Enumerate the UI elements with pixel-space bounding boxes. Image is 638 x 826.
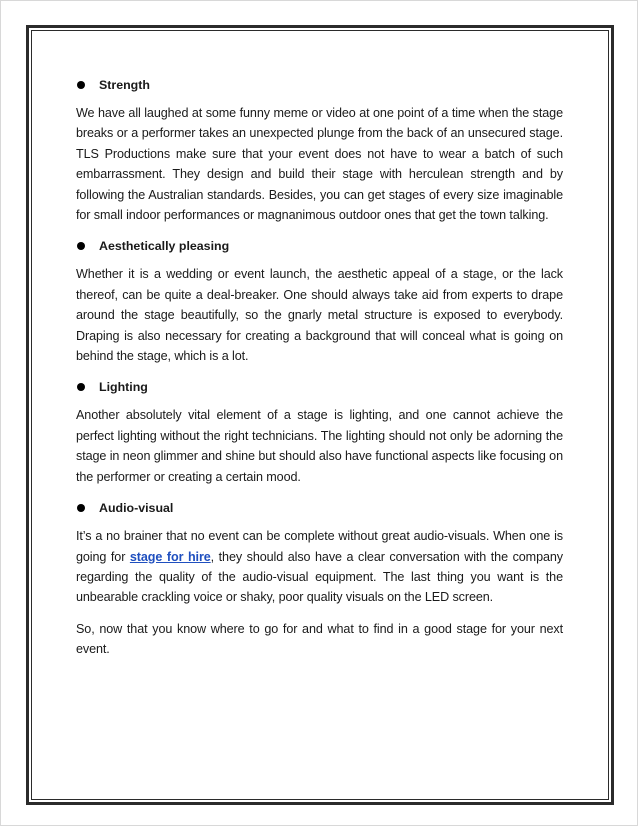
paragraph-strength: We have all laughed at some funny meme or video at one point of a time when the stage breaks or a performer takes an unexpected plunge from the back of an unsecured stage. TLS Productions make sure that your event does not have to wear a batch of such embarrassment. They design and build their stage with herculean strength and by following the Australian standards. Besides, you can get stages of every size imaginable for small indoor performances or magnanimous outdoor ones that get the town talking. [76, 106, 563, 223]
stage-for-hire-link[interactable]: stage for hire [129, 549, 211, 564]
closing-paragraph: So, now that you know where to go for and what to find in a good stage for your next event. [76, 621, 563, 657]
document-body [76, 75, 563, 660]
bullet-icon [77, 242, 85, 250]
bullet-icon [77, 504, 85, 512]
paragraph-text-after-link: , they should also have a clear conversation with the company regarding the quality of the audio-visual equipment. The last thing you want is the unbearable crackling voice or shaky, poor quality visuals on the LED screen. [76, 549, 563, 605]
section-heading-strength [76, 75, 563, 95]
heading-text: Strength [99, 77, 150, 92]
paragraph-aesthetics: Whether it is a wedding or event launch, the aesthetic appeal of a stage, or the lack thereof, can be quite a deal-breaker. One should always take aid from experts to drape around the stage beautifully, so the gnarly metal structure is exposed to everybody. Draping is also necessary for creating a background that will conceal what is going on behind the stage, which is a lot. [76, 267, 563, 364]
paragraph-lighting: Another absolutely vital element of a stage is lighting, and one cannot achieve the perfect lighting without the right technicians. The lighting should not only be adorning the stage in neon glimmer and shine but should also have functional aspects like focusing on the performer or creating a certain mood. [76, 408, 563, 484]
section-heading-lighting [76, 377, 563, 397]
section-heading-aesthetics [76, 236, 563, 256]
heading-text: Lighting [99, 380, 148, 395]
heading-text: Audio-visual [99, 500, 174, 515]
bullet-icon [77, 383, 85, 391]
paragraph-audio-visual [76, 526, 563, 608]
paragraph-text-before-link: It’s a no brainer that no event can be complete without great audio-visuals. When one is going for [76, 529, 563, 564]
heading-text: Aesthetically pleasing [99, 239, 230, 254]
bullet-icon [77, 81, 85, 89]
section-heading-audio-visual [76, 498, 563, 518]
